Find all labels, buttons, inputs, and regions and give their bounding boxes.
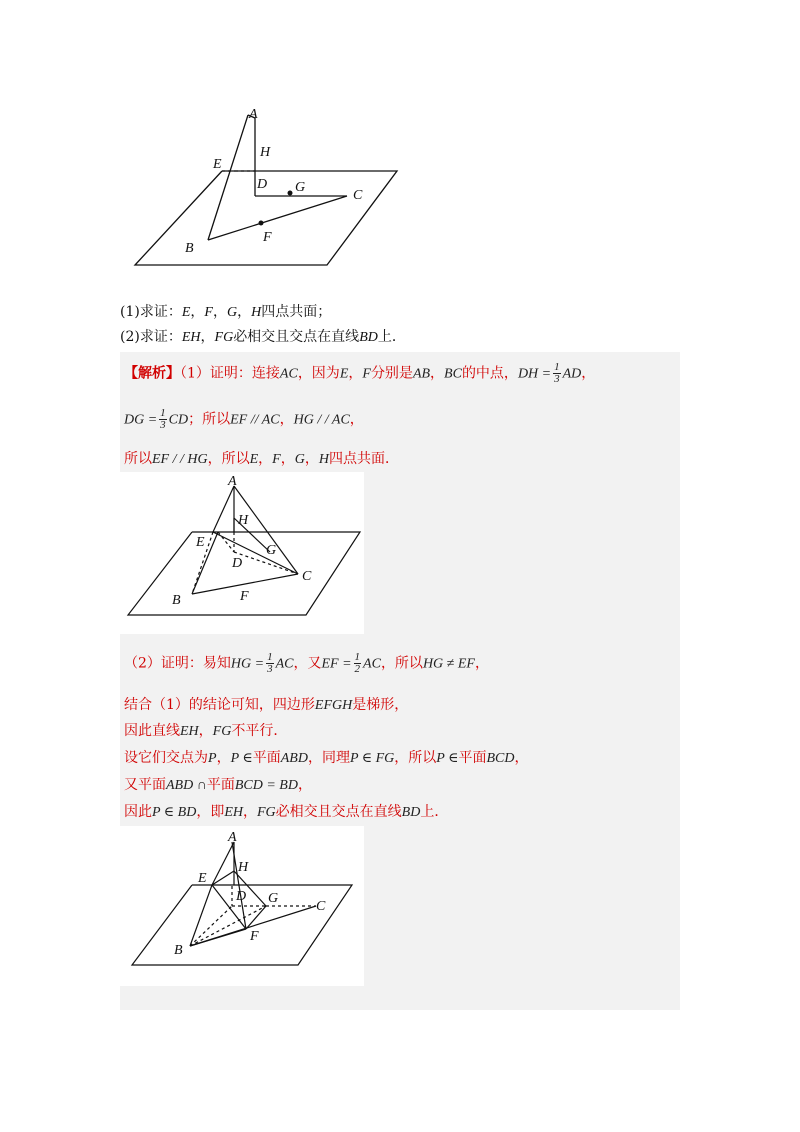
s6-EH: EH [180, 724, 199, 739]
s2-frac-den: 3 [160, 419, 166, 431]
s1-E: E [339, 366, 349, 382]
figure-1 [125, 100, 415, 270]
f2-label-H: H [238, 513, 249, 528]
label-B: B [185, 241, 194, 256]
s3-d: ， [280, 451, 295, 467]
s7-e: ，所以 [394, 750, 437, 766]
q2-BD: BD [359, 330, 378, 345]
figure-2 [120, 472, 364, 634]
s9-d: 必相交且交点在直线 [275, 804, 402, 820]
f2-label-A: A [228, 474, 237, 489]
s4-frac2 [354, 652, 362, 675]
label-E: E [213, 157, 222, 172]
f3-label-D: D [236, 889, 247, 904]
s3-a: 所以 [124, 451, 152, 467]
s3-f: 四点共面． [328, 451, 399, 467]
solution-line-1 [124, 362, 595, 385]
s5-b: 是梯形， [352, 697, 409, 713]
f2-label-B: B [172, 593, 181, 608]
s8-a: 又平面 [124, 777, 166, 793]
s1-frac-num: 1 [554, 361, 560, 373]
s7-f: 平面 [458, 750, 487, 766]
question-2 [120, 326, 406, 346]
s7-P-in: P ∈ [230, 751, 253, 766]
solution-line-8 [124, 774, 312, 794]
q2-FG: FG [214, 330, 234, 345]
s5-EFGH: EFGH [314, 698, 353, 713]
s4-frac1-den: 3 [267, 663, 273, 675]
solution-line-4 [124, 652, 489, 675]
s6-c: 不平行． [231, 723, 288, 739]
q1-F: F [204, 305, 213, 320]
s3-EF-HG: EF / / HG [152, 452, 208, 467]
solution-line-6 [124, 720, 287, 740]
q1-E: E [181, 305, 191, 320]
label-C: C [353, 188, 363, 203]
s1-c: ， [348, 365, 363, 382]
q2-mid: 必相交且交点在直线 [233, 329, 360, 345]
s4-AC2: AC [363, 656, 381, 672]
solution-line-7 [124, 747, 528, 767]
s1-d: 分别是 [370, 365, 413, 382]
label-G: G [295, 180, 306, 195]
label-H: H [260, 145, 271, 160]
solution-line-3 [124, 448, 399, 468]
s4-AC1: AC [275, 656, 294, 672]
s3-E: E [249, 452, 259, 467]
f3-label-E: E [198, 871, 207, 886]
f2-label-F: F [240, 589, 249, 604]
q2-sep: ， [200, 329, 215, 345]
f2-label-G: G [266, 543, 277, 558]
label-D: D [257, 177, 268, 192]
s1-BC: BC [444, 366, 462, 382]
s4-frac1 [266, 652, 274, 675]
s9-c: ， [243, 804, 257, 820]
s3-F: F [272, 452, 281, 467]
f3-label-F: F [250, 929, 259, 944]
s7-d: ，同理 [307, 750, 350, 766]
solution-line-2 [124, 408, 364, 431]
s2-EF-AC: EF // AC [230, 412, 280, 428]
s6-a: 因此直线 [124, 723, 180, 739]
f2-label-C: C [302, 569, 312, 584]
f3-label-B: B [174, 943, 183, 958]
s6-FG: FG [212, 724, 232, 739]
q1-prefix: (1)求证： [120, 304, 182, 320]
s8-ABD: ABD ∩ [166, 778, 207, 793]
s4-b: ，又 [293, 655, 322, 672]
s7-P-in2: P ∈ [436, 751, 459, 766]
s2-DG: DG = [124, 412, 158, 428]
q2-prefix: (2)求证： [120, 329, 182, 345]
s2-c: ， [349, 411, 364, 428]
s1-e: ， [430, 365, 445, 382]
s2-frac-num: 1 [160, 407, 166, 419]
solution-line-9 [124, 801, 448, 821]
s2-HG-AC: HG / / AC [293, 412, 350, 428]
s7-g: ， [514, 750, 529, 766]
s3-b: ，所以 [207, 451, 250, 467]
q1-G: G [226, 305, 238, 320]
f3-label-C: C [316, 899, 326, 914]
s1-g: ， [581, 365, 596, 382]
q1-sep1: ， [190, 304, 205, 320]
s1-a: （1）证明：连接 [180, 365, 280, 382]
s8-c: ， [297, 777, 312, 793]
f3-label-A: A [228, 830, 237, 845]
s9-b: ，即 [196, 804, 225, 820]
figure-3-frame [120, 826, 364, 986]
s2-a: ；所以 [188, 411, 231, 428]
f2-label-E: E [196, 535, 205, 550]
f2-label-D: D [232, 556, 243, 571]
s1-AD: AD [562, 366, 582, 382]
s9-BD: BD [401, 805, 421, 820]
s9-FG: FG [257, 805, 276, 820]
q1-sep3: ， [237, 304, 252, 320]
s4-EF: EF = [321, 656, 352, 672]
s9-P-BD: P ∈ BD [152, 805, 197, 820]
solution-line-5 [124, 694, 408, 714]
q2-suffix: 上． [377, 329, 406, 345]
solution-tag: 【解析】 [124, 365, 180, 382]
label-A: A [249, 107, 258, 122]
s7-P: P [208, 751, 217, 766]
s8-b: 平面 [206, 777, 235, 793]
figure-3 [120, 826, 364, 986]
q1-suffix: 四点共面； [261, 304, 332, 320]
s8-BCD: BCD = BD [234, 778, 298, 793]
s2-frac [159, 408, 167, 431]
q1-sep2: ， [212, 304, 227, 320]
s1-frac [553, 362, 561, 385]
s5-a: 结合（1）的结论可知，四边形 [124, 697, 315, 713]
s4-c: ，所以 [380, 655, 423, 672]
s4-HG: HG = [230, 656, 265, 672]
s7-b: ， [216, 750, 231, 766]
s3-c: ， [258, 451, 273, 467]
question-1 [120, 301, 331, 321]
s1-AC: AC [279, 366, 298, 382]
s7-BCD: BCD [486, 751, 515, 766]
s2-b: ， [279, 411, 294, 428]
s7-P-FG: P ∈ FG [349, 751, 395, 766]
s3-e: ， [304, 451, 319, 467]
s4-frac2-num: 1 [354, 651, 361, 663]
figure-2-frame [120, 472, 364, 634]
s9-EH: EH [224, 805, 243, 820]
s4-frac1-num: 1 [267, 651, 273, 663]
s4-neq: HG ≠ EF [422, 656, 475, 672]
s6-b: ， [198, 723, 213, 739]
s7-c: 平面 [252, 750, 281, 766]
f3-label-H: H [238, 860, 249, 875]
s1-f: 的中点， [461, 365, 518, 382]
s3-H: H [318, 452, 329, 467]
label-F: F [263, 230, 272, 245]
s4-d: ， [474, 655, 489, 672]
s1-frac-den: 3 [554, 373, 560, 385]
s7-a: 设它们交点为 [124, 750, 208, 766]
s1-F: F [362, 366, 371, 382]
s9-a: 因此 [124, 804, 152, 820]
s1-AB: AB [412, 366, 431, 382]
s3-G: G [294, 452, 305, 467]
s4-frac2-den: 2 [354, 663, 361, 675]
s2-CD: CD [168, 412, 189, 428]
s9-e: 上． [420, 804, 449, 820]
q2-EH: EH [181, 330, 201, 345]
s1-DH: DH = [517, 366, 552, 382]
s7-ABD: ABD [280, 751, 308, 766]
f3-label-G: G [268, 891, 279, 906]
s1-b: ，因为 [297, 365, 340, 382]
s4-a: （2）证明：易知 [124, 655, 231, 672]
q1-H: H [251, 305, 262, 320]
